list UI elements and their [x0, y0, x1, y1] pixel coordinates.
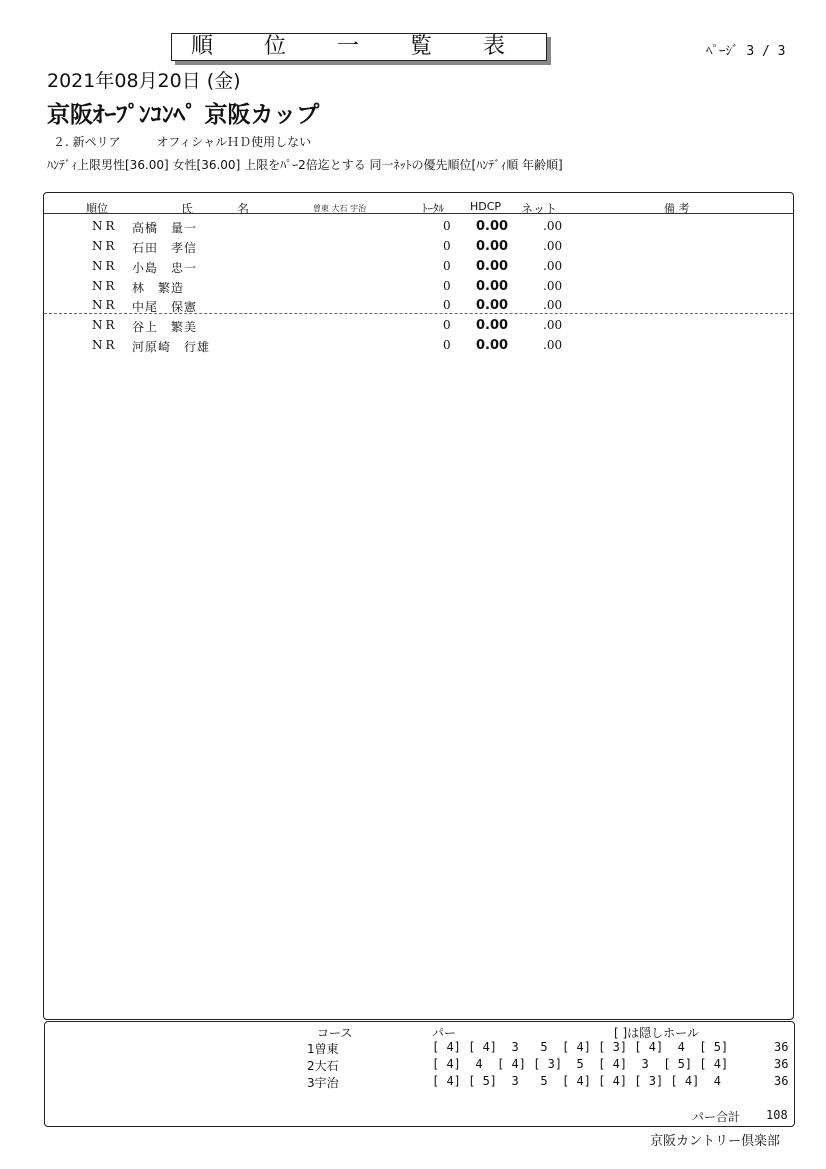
course-pars: [ 4] [ 5] 3 5 [ 4] [ 4] [ 3] [ 4] 4	[432, 1074, 721, 1088]
net-cell: .00	[543, 279, 563, 293]
header-divider	[44, 213, 793, 214]
course-name: 2大石	[307, 1059, 339, 1073]
name-cell: 谷上 繁美	[132, 320, 198, 334]
hdcp-cell: 0.00	[476, 259, 509, 274]
col-header-name-family: 氏	[181, 202, 194, 216]
course-name: 1曽東	[307, 1042, 339, 1056]
name-cell: 林 繁造	[132, 281, 185, 295]
col-header-remarks: 備 考	[664, 202, 690, 215]
total-cell: 0	[443, 259, 451, 273]
name-cell: 中尾 保憲	[132, 300, 198, 314]
table-row	[0, 298, 826, 318]
name-cell: 石田 孝信	[132, 241, 198, 255]
net-cell: .00	[543, 239, 563, 253]
total-cell: 0	[443, 318, 451, 332]
hdcp-cell: 0.00	[476, 298, 509, 313]
hdcp-cell: 0.00	[476, 279, 509, 294]
hdcp-cell: 0.00	[476, 219, 509, 234]
par-total-value: 108	[766, 1108, 788, 1122]
rank-cell: NR	[92, 298, 118, 312]
total-cell: 0	[443, 279, 451, 293]
net-cell: .00	[543, 298, 563, 312]
handicap-conditions: ﾊﾝﾃﾞｨ上限男性[36.00] 女性[36.00] 上限をﾊﾟｰ2倍迄とする 同一ﾈｯﾄの優先順位[ﾊﾝﾃﾞｨ順 年齢順]	[47, 158, 563, 172]
hdcp-cell: 0.00	[476, 338, 509, 353]
course-label: コース	[317, 1026, 353, 1040]
par-total-label: パー合計	[692, 1110, 741, 1124]
course-par-total: 36	[774, 1057, 789, 1071]
hdcp-cell: 0.00	[476, 239, 509, 254]
competition-name: 京阪ｵｰﾌﾟﾝｺﾝﾍﾟ 京阪カップ	[47, 102, 320, 128]
rank-cell: NR	[92, 338, 118, 352]
rank-cell: NR	[92, 219, 118, 233]
net-cell: .00	[543, 259, 563, 273]
total-cell: 0	[443, 338, 451, 352]
page-number: ﾍﾟｰｼﾞ 3 / 3	[706, 44, 786, 59]
course-pars: [ 4] 4 [ 4] [ 3] 5 [ 4] 3 [ 5] [ 4]	[432, 1057, 729, 1071]
course-pars: [ 4] [ 4] 3 5 [ 4] [ 3] [ 4] 4 [ 5]	[432, 1040, 729, 1054]
course-par-total: 36	[774, 1040, 789, 1054]
total-cell: 0	[443, 239, 451, 253]
par-label: パー	[432, 1026, 457, 1040]
col-header-courses: 曽東 大石 宇治	[313, 204, 367, 213]
name-cell: 小島 忠一	[132, 261, 198, 275]
section-divider	[44, 313, 793, 314]
col-header-rank: 順位	[86, 202, 108, 215]
hdcp-cell: 0.00	[476, 318, 509, 333]
table-row	[0, 219, 826, 239]
col-header-name-given: 名	[237, 202, 250, 216]
table-row	[0, 239, 826, 259]
scoring-method: ２. 新ペリア オフィシャルＨＤ使用しない	[53, 135, 312, 149]
page-title: 順 位 一 覧 表	[171, 33, 547, 61]
total-cell: 0	[443, 298, 451, 312]
rank-cell: NR	[92, 239, 118, 253]
rank-cell: NR	[92, 259, 118, 273]
net-cell: .00	[543, 338, 563, 352]
net-cell: .00	[543, 318, 563, 332]
table-row	[0, 279, 826, 299]
event-date: 2021年08月20日 (金)	[47, 70, 241, 92]
col-header-hdcp: HDCP	[470, 200, 502, 213]
course-par-total: 36	[774, 1074, 789, 1088]
table-row	[0, 318, 826, 338]
col-header-net: ネット	[521, 202, 558, 216]
name-cell: 高橋 量一	[132, 221, 198, 235]
col-header-total: ﾄｰﾀﾙ	[422, 202, 444, 215]
net-cell: .00	[543, 219, 563, 233]
rank-cell: NR	[92, 318, 118, 332]
rank-cell: NR	[92, 279, 118, 293]
name-cell: 河原崎 行雄	[132, 340, 211, 354]
hidden-hole-note: [ ]は隠しホール	[614, 1026, 699, 1040]
course-name: 3宇治	[307, 1076, 339, 1090]
table-row	[0, 338, 826, 358]
total-cell: 0	[443, 219, 451, 233]
club-name: 京阪カントリー倶楽部	[650, 1134, 781, 1149]
table-row	[0, 259, 826, 279]
